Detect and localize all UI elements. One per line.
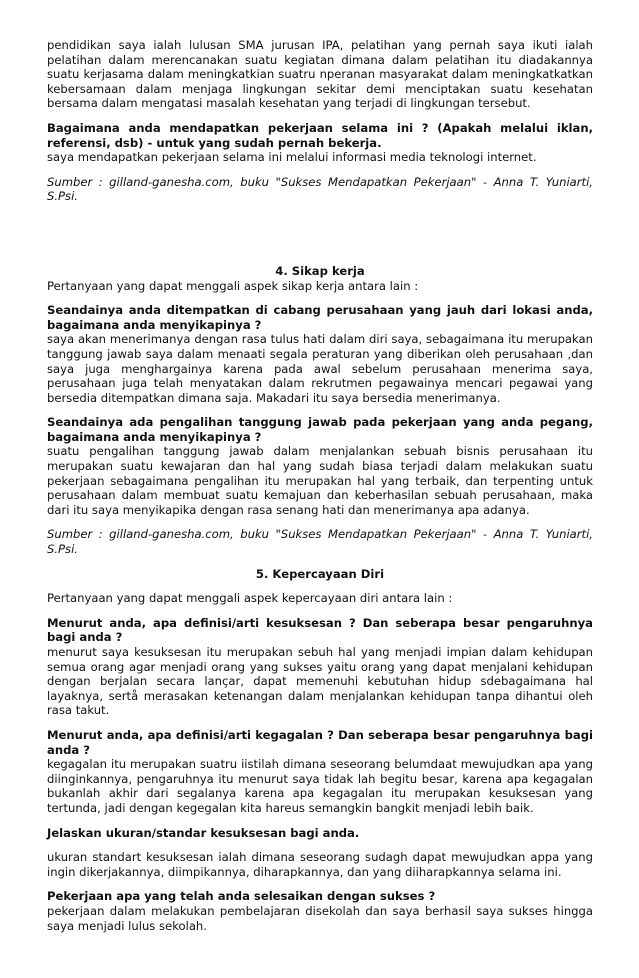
source-citation-2: Sumber : gilland-ganesha.com, buku "Sukses Mendapatkan Pekerjaan" - Anna T. Yuniarti, S.Psi. xyxy=(47,527,593,557)
section-lead-sikap-kerja: Pertanyaan yang dapat menggali aspek sikap kerja antara lain : xyxy=(47,278,419,293)
question-responsibility-transfer: Seandainya ada pengalihan tanggung jawab pada pekerjaan yang anda pegang, bagaimana anda menyikapinya ? xyxy=(47,415,593,444)
answer-completed-work: pekerjaan dalam melakukan pembelajaran disekolah dan saya berhasil saya sukses hingga saya menjadi lulus sekolah. xyxy=(47,903,593,933)
document-page xyxy=(47,38,593,933)
blank-space xyxy=(47,204,593,264)
intro-paragraph: pendidikan saya ialah lulusan SMA jurusan IPA, pelatihan yang pernah saya ikuti ialah pelatihan dalam merencanakan suatu kegiatan dimana dalam pelatihan itu diadakannya suatu kerjasama dalam meningkatkian suatru nperanan masyarakat dalam meningkatkatkan kebersamaan dalam menjaga lingkungan sekitar demi menciptakan suatu kesehatan bersama dalam mengatasi masalah kesehatan yang terjadi di lingkungan tersebut. xyxy=(47,38,593,111)
question-success-definition: Menurut anda, apa definisi/arti kesuksesan ? Dan seberapa besar pengaruhnya bagi anda ? xyxy=(47,615,593,645)
section-heading-kepercayaan-diri: 5. Kepercayaan Diri xyxy=(255,566,385,581)
question-success-standard: Jelaskan ukuran/standar kesuksesan bagi anda. xyxy=(47,825,360,840)
question-failure-definition: Menurut anda, apa definisi/arti kegagalan ? Dan seberapa besar pengaruhnya bagi anda ? xyxy=(47,727,593,757)
answer-failure-definition: kegagalan itu merupakan suatru iistilah dimana seseorang belumdaat mewujudkan apa yang diinginkannya, pengaruhnya itu menurut saya tidak lah begitu besar, karena apa kegagalan bukanlah akhir dari segalanya karena apa kegagalan itu merupakan kesuksesan yang tertunda, jadi dengan kegegalan kita hareus semangkin bangkit menjadi lebih baik. xyxy=(47,757,593,815)
answer-responsibility-transfer: suatu pengalihan tanggung jawab dalam menjalankan sebuah bisnis perusahaan itu merupakan suatu kewajaran dan hal yang sudah biasa terjadi dalam melakukan suatu pekerjaan sebagaimana pengalihan itu merupakan hal yang terbaik, dan terpenting untuk perusahaan dalam membuat suatu kemajuan dan keberhasilan sebuah perusahaan, maka dari itu saya menyikapika dengan rasa senang hati dan menerimanya apa adanya. xyxy=(47,444,593,517)
source-citation-1: Sumber : gilland-ganesha.com, buku "Sukses Mendapatkan Pekerjaan" - Anna T. Yuniarti, S.Psi. xyxy=(47,174,593,204)
answer-success-standard: ukuran standart kesuksesan ialah dimana seseorang sudagh dapat mewujudkan appa yang ingin dikerjakannya, diimpikannya, diharapkannya, dan yang diiharapkannya selama ini. xyxy=(47,850,593,879)
answer-success-definition: menurut saya kesuksesan itu merupakan sebuh hal yang menjadi impian dalam kehidupan semua orang agar menjadi orang yang sukses yaitu orang yang dapat menjalani kehidupan dengan berjalan secara lançar, dapat memenuhi kebutuhan hidup sdebagaimana hal layaknya, sertå merasakan ketenangan dalam menjalankan kehidupan tanpa dihantui oleh rasa takut. xyxy=(47,645,593,718)
answer-relocation: saya akan menerimanya dengan rasa tulus hati dalam diri saya, sebagaimana itu merupakan tanggung jawab saya dalam menaati segala peraturan yang diberikan oleh perusahaan ,dan saya juga menghargainya karena pada awal sebelum perusahaan menerima saya, perusahaan juga telah menyatakan dalam rekrutmen pegawainya mencari pegawai yang bersedia ditempatkan dimana saja. Makadari itu saya bersedia menerimanya. xyxy=(47,332,593,405)
section-heading-sikap-kerja: 4. Sikap kerja xyxy=(275,263,365,278)
question-job-source: Bagaimana anda mendapatkan pekerjaan selama ini ? (Apakah melalui iklan, referensi, dsb) - untuk yang sudah pernah bekerja. xyxy=(47,120,593,150)
section-lead-kepercayaan-diri: Pertanyaan yang dapat menggali aspek kepercayaan diri antara lain : xyxy=(47,591,453,606)
question-completed-work: Pekerjaan apa yang telah anda selesaikan dengan sukses ? xyxy=(47,889,436,904)
question-relocation: Seandainya anda ditempatkan di cabang perusahaan yang jauh dari lokasi anda, bagaimana anda menyikapinya ? xyxy=(47,303,593,332)
answer-job-source: saya mendapatkan pekerjaan selama ini melalui informasi media teknologi internet. xyxy=(47,150,537,165)
